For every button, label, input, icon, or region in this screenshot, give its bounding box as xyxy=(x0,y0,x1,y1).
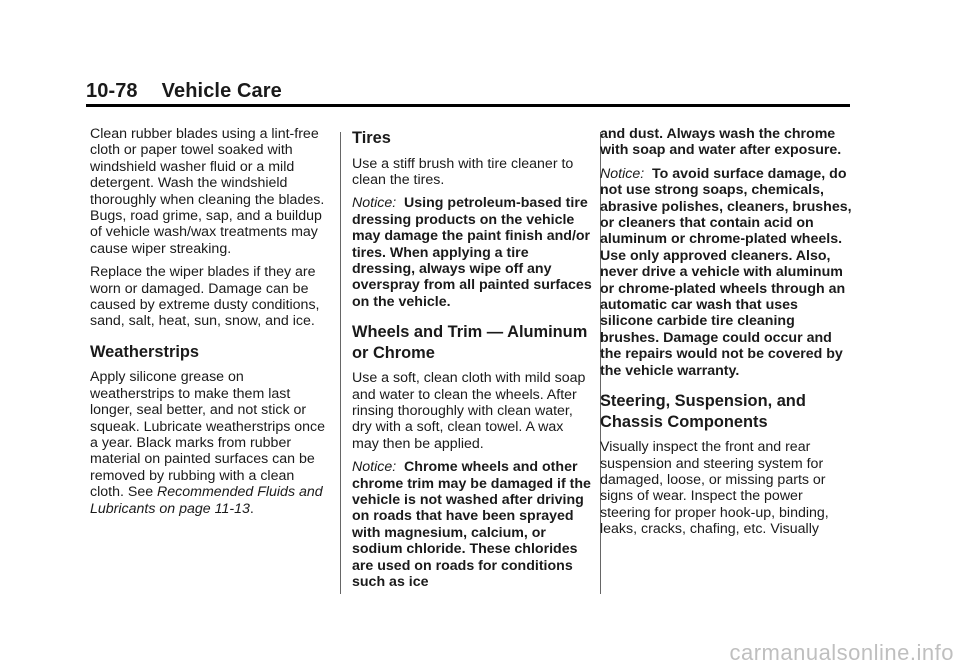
page-number: 10-78 xyxy=(86,80,138,102)
notice-text: Using petroleum-based tire dressing products on the vehicle may damage the paint finish and/or tires. When applying a tire dressing, always wipe off any overspray from all painted surfaces on the vehicle. xyxy=(352,195,592,310)
notice-label: Notice: xyxy=(352,195,397,212)
tires-notice xyxy=(352,195,594,310)
surface-damage-notice xyxy=(600,166,852,379)
column-left xyxy=(90,126,332,524)
notice-label: Notice: xyxy=(600,165,645,182)
weatherstrips-heading: Weatherstrips xyxy=(90,342,200,361)
steering-paragraph: Visually inspect the front and rear suspension and steering system for damaged, loose, or missing parts or signs of wear. Inspect the power steering for proper hook-up, binding, leaks, cracks, chafing, etc. Visually xyxy=(600,439,829,538)
weatherstrips-text: Apply silicone grease on weatherstrips to make them last longer, seal better, and not stick or squeak. Lubricate weatherstrips once a year. Black marks from rubber material on painted surfaces can be removed by rubbing with a clean cloth. See xyxy=(90,369,326,501)
chrome-continued-text: and dust. Always wash the chrome with soap and water after exposure. xyxy=(600,126,842,159)
section-title: Vehicle Care xyxy=(161,80,282,102)
wheels-trim-heading: Wheels and Trim — Aluminum or Chrome xyxy=(352,323,588,362)
notice-text: Chrome wheels and other chrome trim may be damaged if the vehicle is not washed after driving on roads that have been sprayed with magnesium, calcium, or sodium chloride. These chlorides are used on roads for conditions such as ice xyxy=(352,459,591,591)
tires-heading: Tires xyxy=(352,129,391,147)
notice-text: To avoid surface damage, do not use strong soaps, chemicals, abrasive polishes, cleaners, brushes, or cleaners that contain acid on aluminum or chrome-plated wheels. Use only approved cleaners. Also, never drive a vehicle with aluminum or chrome-plated wheels through an automatic car wash that uses silicone carbide tire cleaning brushes. Damage could occur and the repairs would not be covered by the vehicle warranty. xyxy=(600,165,852,379)
header-divider xyxy=(86,104,850,107)
steering-suspension-heading: Steering, Suspension, and Chassis Components xyxy=(600,392,806,431)
wiper-replace-paragraph: Replace the wiper blades if they are worn or damaged. Damage can be caused by extreme dusty conditions, sand, salt, heat, sun, snow, and ice. xyxy=(90,264,320,330)
column-middle xyxy=(352,126,594,597)
fluids-lubricants-link[interactable]: Recommended Fluids and Lubricants on page 11-13 xyxy=(90,484,323,517)
wheels-paragraph: Use a soft, clean cloth with mild soap and water to clean the wheels. After rinsing thoroughly with clean water, dry with a soft, clean towel. A wax may then be applied. xyxy=(352,370,586,452)
column-right xyxy=(600,126,852,545)
tires-paragraph: Use a stiff brush with tire cleaner to clean the tires. xyxy=(352,155,574,188)
weatherstrips-paragraph xyxy=(90,369,332,517)
column-divider-left xyxy=(340,132,341,594)
weatherstrips-end: . xyxy=(249,500,254,517)
wheels-notice xyxy=(352,459,594,590)
page-header xyxy=(86,80,282,103)
notice-label: Notice: xyxy=(352,459,397,476)
wiper-cleaning-paragraph: Clean rubber blades using a lint-free cloth or paper towel soaked with windshield washer fluid or a mild detergent. Wash the windshield thoroughly when cleaning the blades. Bugs, road grime, sap, and a buildup of vehicle wash/wax treatments may cause wiper streaking. xyxy=(90,126,325,257)
watermark: carmanualsonline.info xyxy=(729,640,954,665)
